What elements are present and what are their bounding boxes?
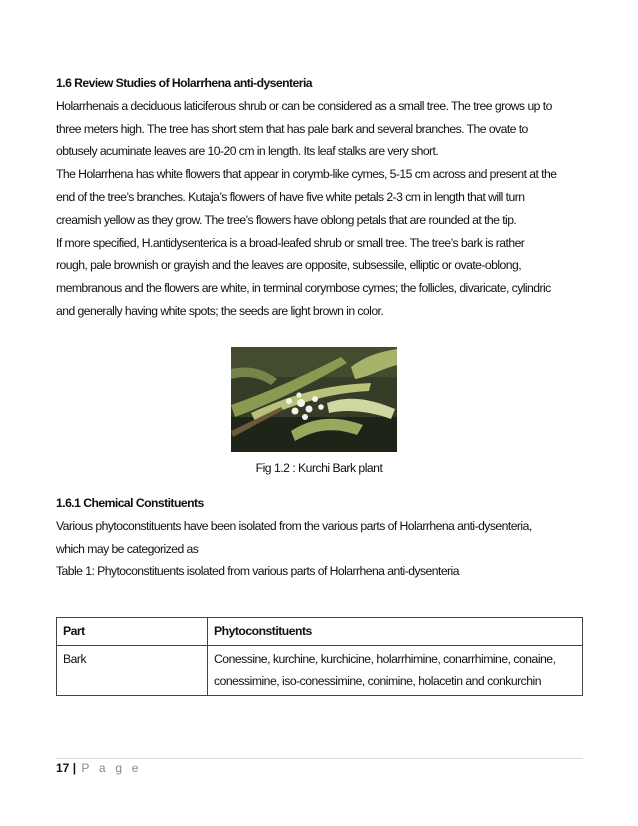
body-line: and generally having white spots; the seeds are light brown in color. bbox=[56, 303, 384, 318]
cell-part: Bark bbox=[57, 645, 208, 695]
body-line: which may be categorized as bbox=[56, 541, 199, 556]
column-header-part: Part bbox=[57, 618, 208, 646]
body-line: rough, pale brownish or grayish and the leaves are opposite, subsessile, elliptic or ovate-oblong, bbox=[56, 258, 522, 273]
cell-line: Conessine, kurchine, kurchicine, holarrhimine, conarrhimine, conaine, bbox=[214, 651, 556, 666]
body-line: The Holarrhena has white flowers that appear in corymb-like cymes, 5-15 cm across and present at the bbox=[56, 167, 557, 182]
page-label: P a g e bbox=[81, 761, 142, 775]
table-row bbox=[57, 645, 583, 695]
footer-divider bbox=[56, 758, 583, 759]
page-number: 17 bbox=[56, 761, 70, 775]
body-line: If more specified, H.antidysenterica is a broad-leafed shrub or small tree. The tree’s bark is rather bbox=[56, 235, 525, 250]
table-title: Table 1: Phytoconstituents isolated from various parts of Holarrhena anti-dysenteria bbox=[56, 564, 459, 579]
column-header-phytoconstituents: Phytoconstituents bbox=[208, 618, 583, 646]
body-line: Holarrhenais a deciduous laticiferous shrub or can be considered as a small tree. The tree grows up to bbox=[56, 98, 552, 113]
body-line: three meters high. The tree has short stem that has pale bark and several branches. The ovate to bbox=[56, 121, 528, 136]
body-line: Various phytoconstituents have been isolated from the various parts of Holarrhena anti-dysenteria, bbox=[56, 518, 532, 533]
cell-line: conessimine, iso-conessimine, conimine, holacetin and conkurchin bbox=[214, 674, 542, 688]
footer-separator: | bbox=[72, 761, 77, 775]
plant-illustration bbox=[231, 347, 397, 452]
body-line: end of the tree’s branches. Kutaja’s flowers of have five white petals 2-3 cm in length that will turn bbox=[56, 189, 525, 204]
section-review-studies bbox=[56, 72, 596, 323]
table-header-row bbox=[57, 618, 583, 646]
section-chemical-constituents bbox=[56, 492, 596, 583]
section-heading: 1.6.1 Chemical Constituents bbox=[56, 496, 204, 510]
body-line: obtusely acuminate leaves are 10-20 cm in length. Its leaf stalks are very short. bbox=[56, 144, 439, 159]
body-line: membranous and the flowers are white, in terminal corymbose cymes; the follicles, divaricate, cylindric bbox=[56, 281, 551, 296]
kurchi-plant-photo bbox=[231, 347, 397, 452]
cell-phytoconstituents bbox=[208, 645, 583, 695]
phytoconstituents-table bbox=[56, 617, 583, 696]
body-line: creamish yellow as they grow. The tree’s flowers have oblong petals that are rounded at the tip. bbox=[56, 212, 517, 227]
page-footer bbox=[56, 760, 142, 776]
section-heading: 1.6 Review Studies of Holarrhena anti-dysenteria bbox=[56, 76, 313, 90]
figure-caption: Fig 1.2 : Kurchi Bark plant bbox=[255, 461, 383, 475]
